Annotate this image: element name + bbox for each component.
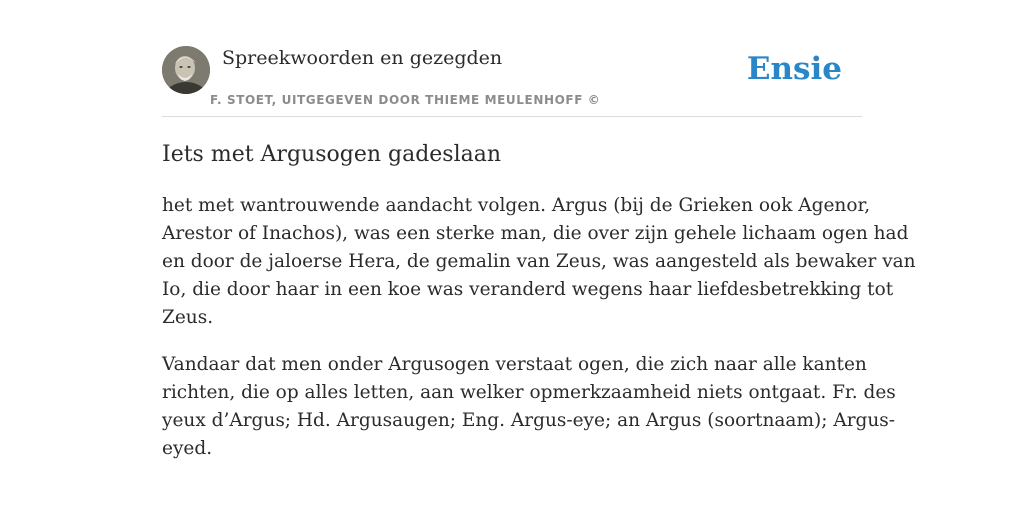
entry-body: [162, 192, 916, 482]
source-header: [162, 46, 862, 117]
text-line: Io, die door haar in een koe was veranderd wegens haar liefdesbetrekking tot: [162, 279, 894, 300]
ensie-logo[interactable]: Ensie: [746, 51, 842, 87]
author-avatar-icon[interactable]: [162, 46, 210, 94]
entry-title: Iets met Argusogen gadeslaan: [162, 142, 502, 167]
text-line: Zeus.: [162, 307, 214, 328]
text-line: yeux d’Argus; Hd. Argusaugen; Eng. Argus-eye; an Argus (soortnaam); Argus-: [162, 410, 896, 431]
source-title[interactable]: Spreekwoorden en gezegden: [222, 47, 503, 69]
text-line: Vandaar dat men onder Argusogen verstaat ogen, die zich naar alle kanten: [162, 354, 867, 375]
text-line: richten, die op alles letten, aan welker opmerkzaamheid niets ontgaat. Fr. des: [162, 382, 896, 403]
text-line: Arestor of Inachos), was een sterke man, die over zijn gehele lichaam ogen had: [162, 223, 909, 244]
source-credit: F. STOET, UITGEGEVEN DOOR THIEME MEULENHOFF ©: [210, 93, 601, 107]
text-line: eyed.: [162, 438, 213, 459]
entry-paragraph: [162, 192, 916, 332]
text-line: en door de jaloerse Hera, de gemalin van Zeus, was aangesteld als bewaker van: [162, 251, 916, 272]
text-line: het met wantrouwende aandacht volgen. Argus (bij de Grieken ook Agenor,: [162, 195, 871, 216]
entry-paragraph: [162, 351, 896, 463]
